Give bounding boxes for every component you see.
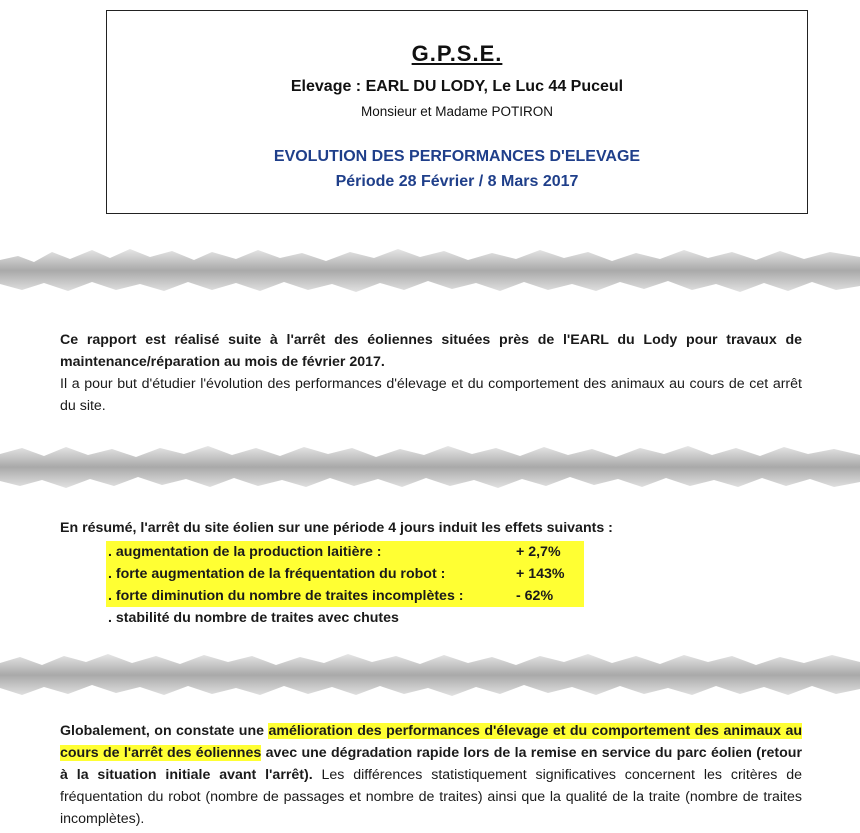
owners-line: Monsieur et Madame POTIRON <box>360 104 554 119</box>
summary-title: En résumé, l'arrêt du site éolien sur une période 4 jours induit les effets suivants : <box>60 520 613 536</box>
torn-divider-2 <box>0 436 860 498</box>
conclusion-bold-end: avec une dégradation rapide lors de la remise en service du parc éolien (retour à la situation initiale avant l'arrêt). <box>60 745 802 783</box>
report-title: EVOLUTION DES PERFORMANCES D'ELEVAGE <box>273 148 641 165</box>
conclusion-paragraph <box>60 720 802 830</box>
report-period: Période 28 Février / 8 Mars 2017 <box>335 173 579 190</box>
effect-robot-attendance <box>106 563 584 585</box>
effect-incomplete-milkings <box>106 585 584 607</box>
effect-label: . forte diminution du nombre de traites incomplètes : <box>108 588 464 604</box>
effects-list <box>106 541 584 629</box>
header-box <box>106 10 808 214</box>
conclusion-highlight: amélioration des performances d'élevage et du comportement des animaux au cours de l'arrêt des éoliennes <box>60 723 802 761</box>
org-title: G.P.S.E. <box>411 41 503 66</box>
farm-line: Elevage : EARL DU LODY, Le Luc 44 Puceul <box>290 78 624 95</box>
conclusion-bold-start: Globalement, on constate une <box>60 723 269 739</box>
torn-divider-3 <box>0 644 860 706</box>
torn-divider-1 <box>0 240 860 302</box>
intro-bold-text: Ce rapport est réalisé suite à l'arrêt des éoliennes situées près de l'EARL du Lody pour travaux de maintenance/réparation au mois de février 2017. <box>60 332 802 370</box>
effect-label: . forte augmentation de la fréquentation du robot : <box>108 566 446 582</box>
effect-milkings-with-falls <box>106 607 584 629</box>
effect-value: - 62% <box>516 588 554 604</box>
effect-value: + 143% <box>516 566 565 582</box>
effect-milk-production <box>106 541 584 563</box>
effect-value: + 2,7% <box>516 544 561 560</box>
intro-paragraph <box>60 329 802 417</box>
intro-text: Il a pour but d'étudier l'évolution des performances d'élevage et du comportement des animaux au cours de cet arrêt du site. <box>60 376 802 414</box>
effect-label: . stabilité du nombre de traites avec chutes <box>108 610 399 626</box>
conclusion-text: Les différences statistiquement significatives concernent les critères de fréquentation du robot (nombre de passages et nombre de traites) ainsi que la qualité de la traite (nombre de traites incomplètes). <box>60 767 802 827</box>
effect-label: . augmentation de la production laitière : <box>108 544 382 560</box>
